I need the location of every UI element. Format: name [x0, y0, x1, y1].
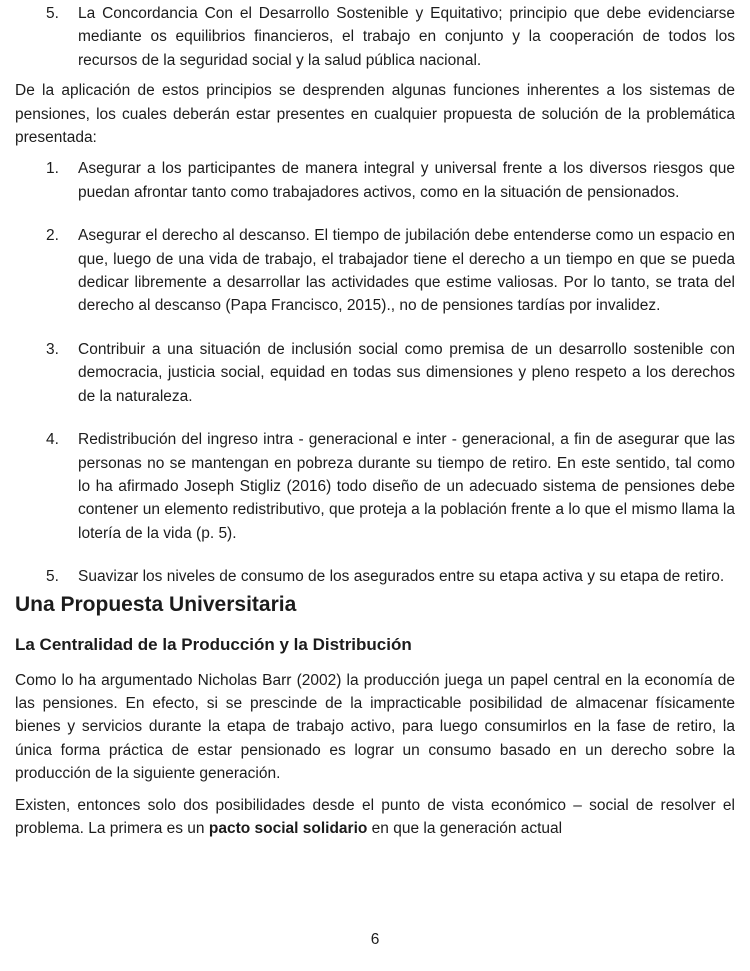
list-item-number: 4. [46, 431, 59, 449]
list-item-number: 2. [46, 227, 59, 245]
list-item-function-5 [15, 565, 735, 588]
list-item-text: La Concordancia Con el Desarrollo Sostenible y Equitativo; principio que debe evidenciarse mediante os equilibrios financieros, el trabajo en conjunto y la cooperación de todos los recursos de la seguridad social y la salud pública nacional. [78, 5, 735, 69]
list-item-number: 5. [46, 568, 59, 586]
paragraph-text-after-bold: en que la generación actual [367, 819, 563, 837]
page-number: 6 [370, 930, 380, 948]
list-item-number: 3. [46, 340, 59, 358]
list-item-number: 1. [46, 160, 59, 178]
list-item-number: 5. [46, 5, 59, 22]
bold-phrase: pacto social solidario [208, 819, 368, 837]
list-item-text: Contribuir a una situación de inclusión social como premisa de un desarrollo sostenible con democracia, justicia social, equidad en todas sus dimensiones y pleno respeto a los derechos de la naturaleza. [78, 340, 735, 405]
list-item-function-2 [15, 224, 735, 318]
paragraph-text-before-bold: Existen, entonces solo dos posibilidades desde el punto de vista económico – social de resolver el problema. La primera es un [15, 796, 735, 837]
list-item-function-1 [15, 157, 735, 204]
list-item-text: Redistribución del ingreso intra - generacional e inter - generacional, a fin de asegurar que las personas no se mantengan en pobreza durante su tiempo de retiro. En este sentido, tal como lo ha afirmado Joseph Stigliz (2016) todo diseño de un adecuado sistema de pensiones debe contener un elemento redistributivo, que proteja a la población frente a lo que el mismo llama la lotería de la vida (p. 5). [78, 431, 735, 542]
list-item-text: Asegurar a los participantes de manera integral y universal frente a los diversos riesgos que puedan afrontar tanto como trabajadores activos, como en la situación de pensionados. [78, 160, 735, 201]
list-item-text: Asegurar el derecho al descanso. El tiempo de jubilación debe entenderse como un espacio en que, luego de una vida de trabajo, el trabajador tiene el derecho a un tiempo en que se pueda dedicar libremente a desarrollar las actividades que estime valiosas. Por lo tanto, se trata del derecho al descanso (Papa Francisco, 2015)., no de pensiones tardías por invalidez. [78, 227, 735, 315]
section-heading: Una Propuesta Universitaria [15, 592, 297, 616]
paragraph-possibilities [15, 794, 735, 841]
list-item-function-3 [15, 338, 735, 408]
principles-list [15, 2, 735, 72]
intro-paragraph: De la aplicación de estos principios se desprenden algunas funciones inherentes a los sistemas de pensiones, los cuales deberán estar presentes en cualquier propuesta de solución de la problemática presentada: [15, 82, 735, 147]
list-item-text: Suavizar los niveles de consumo de los asegurados entre su etapa activa y su etapa de retiro. [78, 568, 725, 586]
subsection-heading: La Centralidad de la Producción y la Distribución [15, 634, 412, 654]
list-item-function-4 [15, 428, 735, 545]
list-item-principle-5 [15, 2, 735, 72]
paragraph-production: Como lo ha argumentado Nicholas Barr (2002) la producción juega un papel central en la economía de las pensiones. En efecto, si se prescinde de la impracticable posibilidad de almacenar físicamente bienes y servicios durante la etapa de trabajo activo, para luego consumirlos en la fase de retiro, la única forma práctica de estar pensionado es lograr un consumo basado en un derecho sobre la producción de la siguiente generación. [15, 671, 735, 783]
functions-list [15, 157, 735, 588]
